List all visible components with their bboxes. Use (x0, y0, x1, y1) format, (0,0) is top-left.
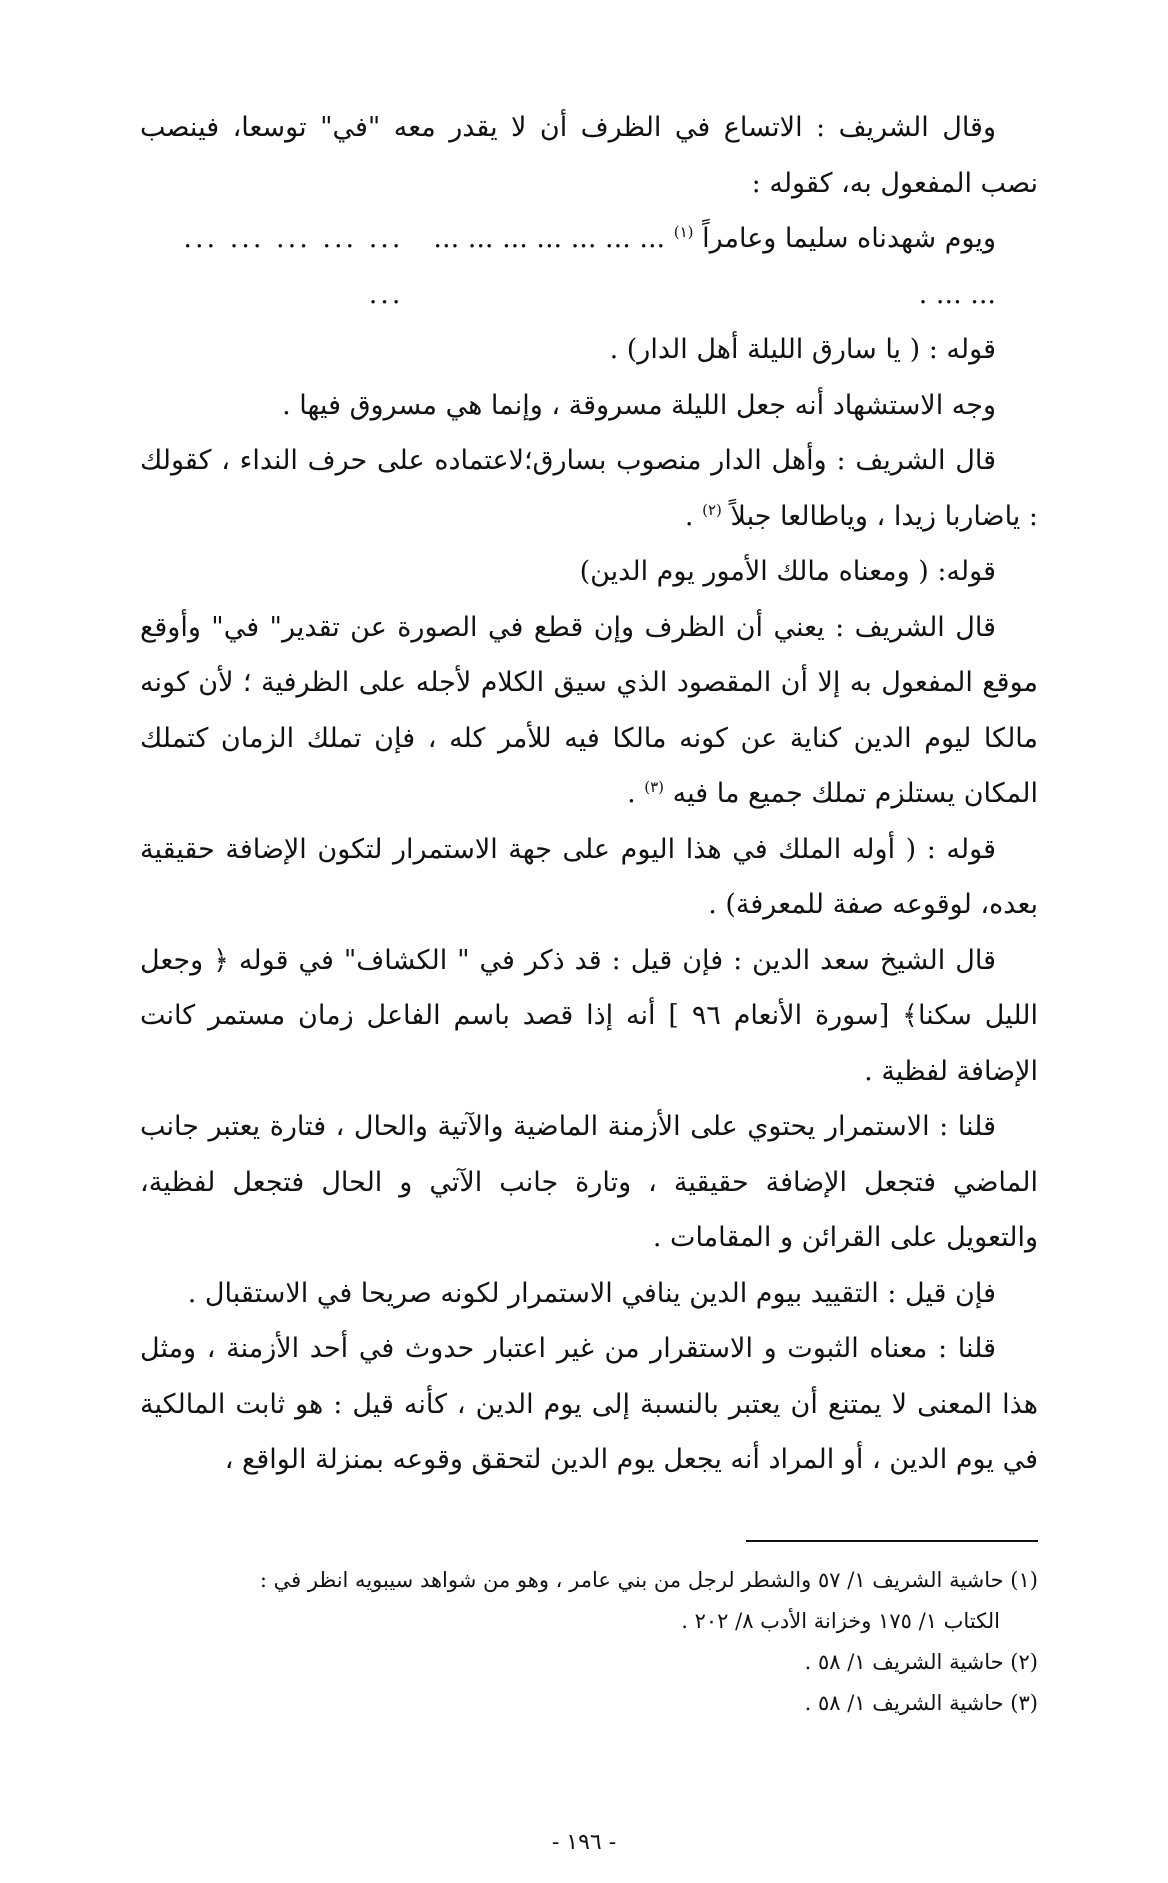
footnote-1-continuation: الكتاب ١/ ١٧٥ وخزانة الأدب ٨/ ٢٠٢ . (681, 1609, 1000, 1633)
paragraph-4: قال الشريف : وأهل الدار منصوب بسارق؛لاعتماده على حرف النداء ، كقولك : ياضاربا زيدا ، وياطالعا جبلاً $^{(٢)}$ . (140, 445, 1038, 532)
verse-second-hemistich: ... ... ... ... ... ... (183, 223, 404, 310)
footnote-marker-2: (٢) (702, 500, 722, 519)
footnote-marker-1: (١) (673, 223, 694, 241)
footnote-1: (١) حاشية الشريف ١/ ٥٧ والشطر لرجل من بني عامر ، وهو من شواهد سيبويه انظر في : (259, 1568, 1038, 1592)
paragraph-6: قال الشريف : يعني أن الظرف وإن قطع في الصورة عن تقدير" في" وأوقع موقع المفعول به إلا أن المقصود الذي سيق الكلام لأجله على الظرفية ؛ لأن كونه مالكا ليوم الدين كناية عن كونه مالكا فيه للأمر كله ، فإن تملك الزمان كتملك المكان يستلزم تملك جميع ما فيه $^{(٣)}$ . (140, 611, 1038, 809)
footnote-separator (746, 1540, 1038, 1542)
paragraph-9: قلنا : الاستمرار يحتوي على الأزمنة الماضية والآتية والحال ، فتارة يعتبر جانب الماضي فتجعل الإضافة حقيقية ، وتارة جانب الآتي و الحال فتجعل لفظية، والتعويل على القرائن و المقامات . (140, 1111, 1038, 1253)
paragraph-3: وجه الاستشهاد أنه جعل الليلة مسروقة ، وإنما هي مسروق فيها . (282, 389, 996, 421)
poetry-verse (140, 211, 1038, 322)
paragraph-2: قوله : ( يا سارق الليلة أهل الدار) . (609, 334, 996, 365)
footnote-3: (٣) حاشية الشريف ١/ ٥٨ . (804, 1691, 1038, 1715)
footnote-marker-3: (٣) (644, 778, 665, 796)
paragraph-11: قلنا : معناه الثبوت و الاستقرار من غير اعتبار حدوث في أحد الأزمنة ، ومثل هذا المعنى لا يمتنع أن يعتبر بالنسبة إلى يوم الدين ، كأنه قيل : هو ثابت المالكية في يوم الدين ، أو المراد أنه يجعل يوم الدين لتحقق وقوعه بمنزلة الواقع ، (140, 1333, 1038, 1475)
page-number: - ١٩٦ - (551, 1830, 617, 1855)
paragraph-8: قال الشيخ سعد الدين : فإن قيل : قد ذكر في " الكشاف" في قوله ﴿ وجعل الليل سكنا﴾ [سورة الأنعام ٩٦ ] أنه إذا قصد باسم الفاعل زمان مستمر كانت الإضافة لفظية . (140, 944, 1038, 1087)
paragraph-10: فإن قيل : التقييد بيوم الدين ينافي الاستمرار لكونه صريحا في الاستقبال . (187, 1277, 996, 1309)
verse-first-hemistich: ويوم شهدناه سليما وعامراً $^{(١)}$ ... ... ... ... ... ... ... ... ... . (433, 223, 996, 310)
main-text (140, 100, 1038, 1488)
footnotes (140, 1560, 1038, 1724)
paragraph-7: قوله : ( أوله الملك في هذا اليوم على جهة الاستمرار لتكون الإضافة حقيقية بعده، لوقوعه صفة للمعرفة) . (140, 833, 1038, 920)
footnote-2: (٢) حاشية الشريف ١/ ٥٨ . (804, 1650, 1038, 1674)
paragraph-5: قوله: ( ومعناه مالك الأمور يوم الدين) (579, 556, 996, 587)
paragraph-1: وقال الشريف : الاتساع في الظرف أن لا يقدر معه "في" توسعا، فينصب نصب المفعول به، كقوله : (140, 112, 1038, 199)
